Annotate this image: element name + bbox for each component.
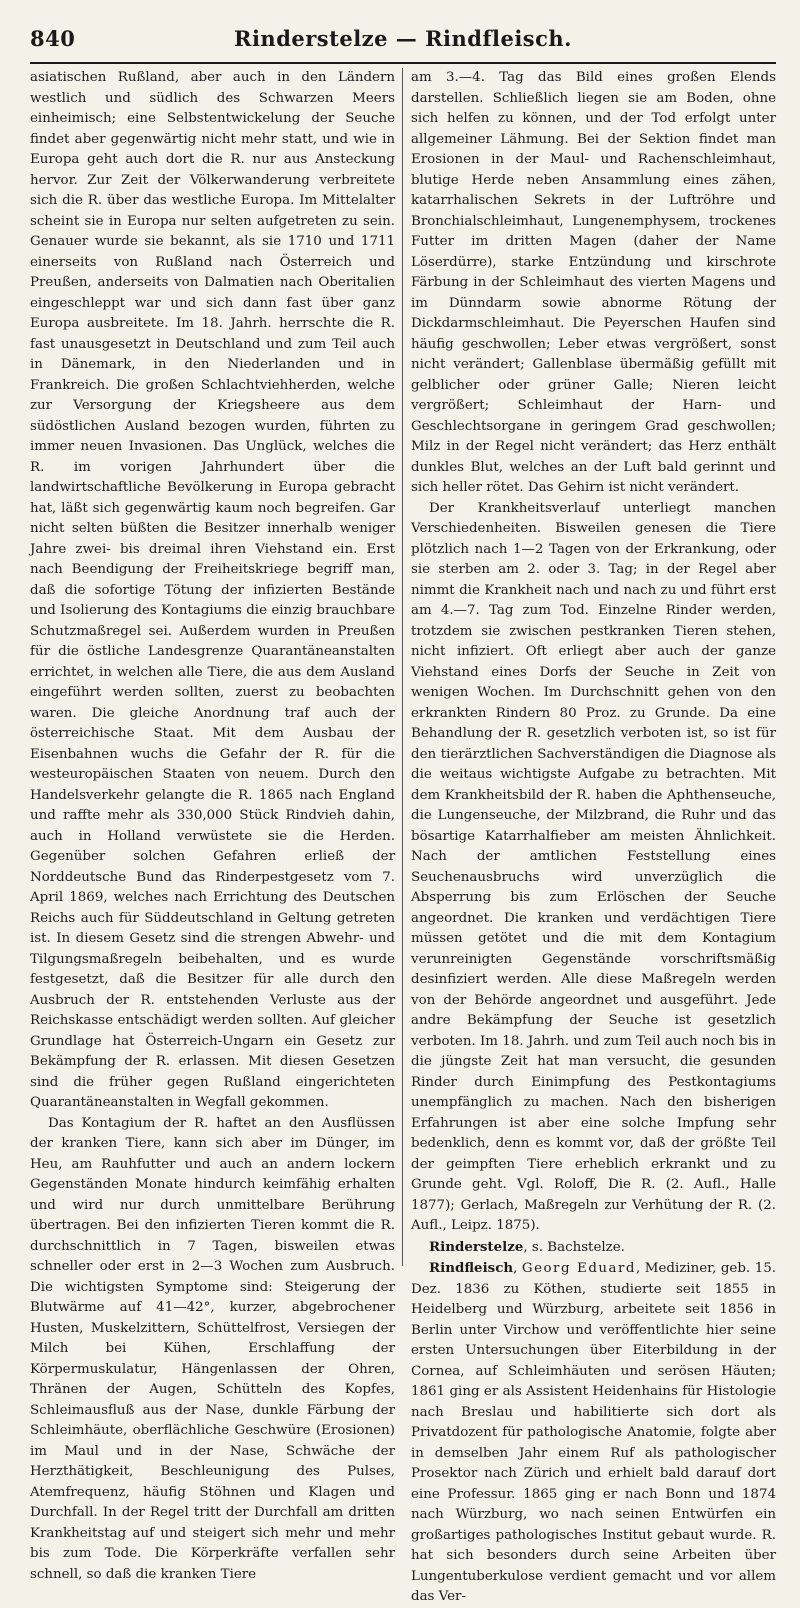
paragraph-symptoms: Das Kontagium der R. haftet an den Ausflüssen der kranken Tiere, kann sich aber im Dünger, im Heu, am Rauhfutter und auch an andern lockern Gegenständen Monate hindurch keimfähig erhalten und wird nur durch unmittelbare Berührung übertragen. Bei den infizierten Tieren kommt die R. durchschnittlich in 7 Tagen, bisweilen etwas schneller oder erst in 2—3 Wochen zum Ausbruch. Die wichtigsten Symptome sind: Steigerung der Blutwärme auf 41—42°, kurzer, abgebrochener Husten, Muskelzittern, Schüttelfrost, Versiegen der Milch bei Kühen, Erschlaffung der Körpermuskulatur, Hängenlassen der Ohren, Thränen der Augen, Schütteln des Kopfes, Schleimausfluß aus der Nase, dunkle Färbung der Schleimhäute, oberflächliche Geschwüre (Erosionen) im Maul und in der Nase, Schwäche der Herzthätigkeit, Beschleunigung des Pulses, Atemfrequenz, häufig Stöhnen und Klagen und Durchfall. In der Regel tritt der Durchfall am dritten Krankheitstag auf und steigert sich mehr und mehr bis zum Tode. Die Körperkräfte verfallen sehr schnell, so daß die kranken Tiere [30,1115,395,1582]
left-column [30,68,395,1582]
entry-rindfleisch: Rindfleisch, Georg Eduard, Mediziner, geb. 15. Dez. 1836 zu Köthen, studierte seit 1855 in Heidelberg und Würzburg, arbeitete seit 1856 in Berlin unter Virchow und veröffentlichte hier seine ersten Untersuchungen über Eiterbildung in der Cornea, auf Schleimhäuten und serösen Häuten; 1861 ging er als Assistent Heidenhains für Histologie nach Breslau und habilitierte sich dort als Privatdozent für pathologische Anatomie, folgte aber in demselben Jahr einem Ruf als pathologischer Prosektor nach Zürich und erhielt bald darauf dort eine Professur. 1865 ging er nach Bonn und 1874 nach Würzburg, wo nach seinen Entwürfen ein großartiges pathologisches Institut gebaut wurde. R. hat sich besonders durch seine Arbeiten über Lungentuberkulose verdient gemacht und vor allem das Ver- [411,1260,776,1604]
entry-rinderstelze [411,1237,776,1259]
page-number: 840 [30,26,76,51]
biography-text: , Mediziner, geb. 15. Dez. 1836 zu Köthen, studierte seit 1855 in Heidelberg und Würzburg, arbeitete seit 1856 in Berlin unter Virchow und veröffentlichte hier seine ersten Untersuchungen über Eiterbildung in der Cornea, auf Schleimhäuten und serösen Häuten; 1861 ging er als Assistent Heidenhains für Histologie nach Breslau und habilitierte sich dort als Privatdozent für pathologische Anatomie, folgte aber in demselben Jahr einem Ruf als pathologischer Prosektor nach Zürich und erhielt bald darauf dort eine Professur. 1865 ging er nach Bonn und 1874 nach Würzburg, wo nach seinen Entwürfen ein großartiges pathologisches Institut gebaut wurde. R. hat sich besonders durch seine Arbeiten über Lungentuberkulose verdient gemacht und vor allem das Ver- [411,1261,776,1604]
right-column [411,68,776,1604]
headword-rinderstelze: Rinderstelze [429,1238,524,1255]
headword-rindfleisch: Rindfleisch [429,1260,514,1276]
paragraph-pathology: am 3.—4. Tag das Bild eines großen Elends darstellen. Schließlich liegen sie am Boden, ohne sich helfen zu können, und der Tod erfolgt unter allgemeiner Lähmung. Bei der Sektion findet man Erosionen in der Maul- und Rachenschleimhaut, blutige Herde neben Ansammlung eines zähen, katarrhalischen Sekrets in der Luftröhre und Bronchialschleimhaut, Lungenemphysem, trockenes Futter im dritten Magen (daher der Name Löserdürre), starke Entzündung und kirschrote Färbung in der Schleimhaut des vierten Magens und im Dünndarm sowie abnorme Rötung der Dickdarmschleimhaut. Die Peyerschen Haufen sind häufig geschwollen; Leber etwas vergrößert, sonst nicht verändert; Gallenblase übermäßig gefüllt mit gelblicher oder grüner Galle; Nieren leicht vergrößert; Schleimhaut der Harn- und Geschlechtsorgane in geringem Grad geschwollen; Milz in der Regel nicht verändert; das Herz enthält dunkles Blut, welches an der Luft bald gerinnt und sich heller rötet. Das Gehirn ist nicht verändert. [411,70,776,495]
running-head: Rinderstelze — Rindfleisch. [234,26,572,51]
crossref-text: , s. Bachstelze. [523,1239,625,1255]
text-columns [30,68,776,1604]
person-name: Georg Eduard [521,1261,636,1276]
column-divider [402,68,403,1266]
dictionary-page [30,26,776,1604]
paragraph-history: asiatischen Rußland, aber auch in den Ländern westlich und südlich des Schwarzen Meers einheimisch; eine Selbstentwickelung der Seuche findet aber gegenwärtig nicht mehr statt, und wie in Europa geht auch dort die R. nur aus Ansteckung hervor. Zur Zeit der Völkerwanderung verbreitete sich die R. über das westliche Europa. Im Mittelalter scheint sie in Europa nur selten aufgetreten zu sein. Genauer wurde sie bekannt, als sie 1710 und 1711 einerseits von Rußland nach Österreich und Preußen, anderseits von Dalmatien nach Oberitalien eingeschleppt war und sich dann fast über ganz Europa ausbreitete. Im 18. Jahrh. herrschte die R. fast unausgesetzt in Deutschland und zum Teil auch in Dänemark, in den Niederlanden und in Frankreich. Die großen Schlachtviehherden, welche zur Versorgung der Kriegsheere aus dem südöstlichen Ausland bezogen wurden, führten zu immer neuen Invasionen. Das Unglück, welches die R. im vorigen Jahrhundert über die landwirtschaftliche Bevölkerung in Europa gebracht hat, läßt sich gegenwärtig kaum noch begreifen. Gar nicht selten büßten die Besitzer innerhalb weniger Jahre zwei- bis dreimal ihren Viehstand ein. Erst nach Beendigung der Freiheitskriege begriff man, daß die sofortige Tötung der infizierten Bestände und Isolierung des Kontagiums die einzig brauchbare Schutzmaßregel sei. Außerdem wurden in Preußen für die östliche Landesgrenze Quarantäneanstalten errichtet, in welchen alle Tiere, die aus dem Ausland eingeführt werden sollten, zuerst zu beobachten waren. Die gleiche Anordnung traf auch der österreichische Staat. Mit dem Ausbau der Eisenbahnen wuchs die Gefahr der R. für die westeuropäischen Staaten von neuem. Durch den Handelsverkehr gelangte die R. 1865 nach England und raffte mehr als 330,000 Stück Rindvieh dahin, auch in Holland verwüstete sie die Herden. Gegenüber solchen Gefahren erließ der Norddeutsche Bund das Rinderpestgesetz vom 7. April 1869, welches nach Errichtung des Deutschen Reichs auch für Süddeutschland in Geltung getreten ist. In diesem Gesetz sind die strengen Abwehr- und Tilgungsmaßregeln beibehalten, und es wurde festgesetzt, daß die Besitzer für alle durch den Ausbruch der R. entstehenden Verluste aus der Reichskasse entschädigt werden sollten. Auf gleicher Grundlage hat Österreich-Ungarn ein Gesetz zur Bekämpfung der R. erlassen. Mit diesen Gesetzen sind die früher gegen Rußland eingerichteten Quarantäneanstalten in Wegfall gekommen. [30,70,395,1110]
page-header [30,26,776,64]
paragraph-course: Der Krankheitsverlauf unterliegt manchen Verschiedenheiten. Bisweilen genesen die Tiere plötzlich nach 1—2 Tagen von der Erkrankung, oder sie sterben am 2. oder 3. Tag; in der Regel aber nimmt die Krankheit nach und nach zu und führt erst am 4.—7. Tag zum Tod. Einzelne Rinder werden, trotzdem sie zwischen pestkranken Tieren stehen, nicht infiziert. Oft erliegt aber auch der ganze Viehstand eines Dorfs der Seuche in Zeit von wenigen Wochen. Im Durchschnitt gehen von den erkrankten Rindern 80 Proz. zu Grunde. Da eine Behandlung der R. gesetzlich verboten ist, so ist für den tierärztlichen Sachverständigen die Diagnose als die weitaus wichtigste Aufgabe zu betrachten. Mit dem Krankheitsbild der R. haben die Aphthenseuche, die Lungenseuche, der Milzbrand, die Ruhr und das bösartige Katarrhalfieber am meisten Ähnlichkeit. Nach der amtlichen Feststellung eines Seuchenausbruchs wird unverzüglich die Absperrung bis zum Erlöschen der Seuche angeordnet. Die kranken und verdächtigen Tiere müssen getötet und die mit dem Kontagium verunreinigten Gegenstände vorschriftsmäßig desinfiziert werden. Alle diese Maßregeln werden von der Behörde angeordnet und ausgeführt. Jede andre Bekämpfung der Seuche ist gesetzlich verboten. Im 18. Jahrh. und zum Teil auch noch bis in die jüngste Zeit hat man versucht, die gesunden Rinder durch Einimpfung des Pestkontagiums unempfänglich zu machen. Nach den bisherigen Erfahrungen ist aber eine solche Impfung sehr bedenklich, denn es kommt vor, daß der größte Teil der geimpften Tiere erheblich erkrankt und zu Grunde geht. Vgl. Roloff, Die R. (2. Aufl., Halle 1877); Gerlach, Maßregeln zur Verhütung der R. (2. Aufl., Leipz. 1875). [411,500,776,1233]
